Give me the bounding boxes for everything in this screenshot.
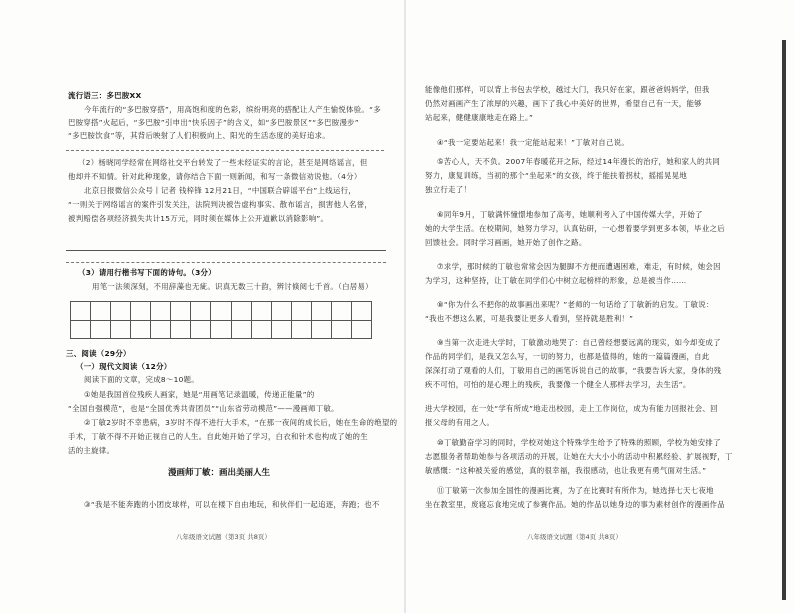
article-title: 漫画师丁敏：画出美丽人生 <box>168 468 271 478</box>
divider <box>66 150 384 151</box>
divider <box>66 262 386 263</box>
news-line: 被判赔偿各项经济损失共计15万元，同时须在媒体上公开道歉以消除影响”。 <box>68 214 329 223</box>
news-line: “一则关于网络谣言的案件引发关注，法院判决被告虚构事实、散布谣言，损害他人名誉， <box>68 200 373 209</box>
instruction-line: 阅读下面的文章，完成8～10题。 <box>84 375 199 384</box>
article-line: ⑦求学，那时候的丁敏也常常会因为腿脚不方便而遭遇困难，难走，有时候，她会因 <box>437 262 721 271</box>
article-line: ⑤苦心人，天不负。2007年春暖花开之际，经过14年漫长的治疗，她和家人的共同 <box>437 157 721 166</box>
article-line: 能像他们那样，可以背上书包去学校，越过大门，我只好在家，跟爸爸妈妈学，但我 <box>425 85 710 94</box>
article-line: ②丁敏2岁时不幸患病，3岁时不得不进行大手术，“在那一夜间的成长后，她在生命的绝望的 <box>84 418 398 427</box>
article-line: 疾不可怕，可怕的是心理上的残疾，我要像一个健全人那样去学习，去生活”。 <box>425 380 691 389</box>
article-line: ①她是我国首位残疾人画家，她是“用画笔记录温暖，传递正能量”的 <box>84 390 315 399</box>
article-line: ⑧“你为什么不把你的故事画出来呢？”老师的一句话给了丁敏新的启发。丁敏说： <box>437 300 714 309</box>
paragraph-line: 巴胺穿搭”火起后，“多巴胺”引申出“快乐因子”的含义，如“多巴胺景区”“多巴胺漫步” <box>68 118 359 127</box>
question-line: （2）杨晓同学经常在网络社交平台转发了一些未经证实的言论，甚至是网络谣言，但 <box>78 158 368 167</box>
article-line: 深深打动了观看的人们，丁敏用自己的画笔诉说自己的故事，“我要告诉大家，身体的残 <box>425 366 722 375</box>
page-footer: 八年级语文试题（第3页 共8页） <box>176 533 271 541</box>
article-line: 回馈社会。同时学习画画，她开始了创作之路。 <box>425 238 587 247</box>
article-line: 报父母的有用之人。 <box>425 418 495 427</box>
poem-line: 用笔一法须深刻，不用辞藻也无疵。识真无数三十韵，辨讨倏阅七千首。（白居易） <box>92 282 373 291</box>
article-line: 独立行走了！ <box>425 185 472 194</box>
section-heading: （一）现代文阅读（12分） <box>76 362 172 371</box>
article-line: 她的大学生活。在校期间，她努力学习，认真钻研，一心想着要学到更多本领，毕业之后 <box>425 224 725 233</box>
page-footer: 八年级语文试题（第4页 共8页） <box>527 533 622 541</box>
article-line: ④“我一定要站起来！我一定能站起来！”丁敏对自己说。 <box>437 138 630 147</box>
article-line: 努力，康复训练，当初的那个“坐起来”的女孩，终于能扶着拐杖，摇摇晃晃地 <box>425 171 688 180</box>
article-line: 志愿服务者帮助她参与各项活动的开展，让她在大大小小的活动中积累经验、扩展视野，丁 <box>425 452 733 461</box>
section-heading: 流行语三：多巴胺XX <box>68 91 142 100</box>
article-line: “全国自强模范”，也是“全国优秀共青团员”“山东省劳动模范”——漫画师丁敏。 <box>68 404 339 413</box>
article-line: 手术，丁敏不得不开始正视自己的人生。自此她开始了学习，白衣和针术也构成了她的生 <box>68 432 368 441</box>
article-line: “我也不想这么累，可是我要让更多人看到，坚持就是胜利！” <box>425 314 634 323</box>
article-line: 仍然对画画产生了浓厚的兴趣，画下了我心中美好的世界，希望自己有一天，能够 <box>425 99 702 108</box>
article-line: 活的主旋律。 <box>68 446 115 455</box>
article-line: 敏感慨：“这种被关爱的感觉，真的很幸福，我很感动，也让我更有勇气面对生活。” <box>425 466 707 475</box>
article-line: ⑪丁敏第一次参加全国性的漫画比赛，为了在比赛时有所作为，她选择七天七夜地 <box>437 486 714 495</box>
page-4 <box>405 0 794 613</box>
writing-grid[interactable] <box>70 301 372 339</box>
question-line: 他却并不知情。针对此种现象，请你结合下面一则新闻，和写一条微信劝说他。（4分） <box>68 172 362 181</box>
news-line: 北京日报微信公众号丨记者 钱梓锋 12月21日，“中国联合辟谣平台”上线运行， <box>84 186 356 195</box>
paragraph-line: 今年流行的“多巴胺穿搭”，用高饱和度的色彩，缤纷明亮的搭配让人产生愉悦体验。“多 <box>84 105 381 114</box>
article-line: 进大学校园，在一处“学有所成”地走出校园，走上工作岗位，成为有能力回报社会、回 <box>425 404 718 413</box>
article-line: 坐在教室里，废寝忘食地完成了参赛作品。她的作品以她身边的事为素材创作的漫画作品 <box>425 500 725 509</box>
article-line: ⑩丁敏勤奋学习的同时，学校对她这个特殊学生给予了特殊的照顾，学校为她安排了 <box>437 438 721 447</box>
article-line: ③“我是不能奔跑的小团皮球样，可以在楼下自由地玩，和伙伴们一起追逐，奔跑；也不 <box>84 500 380 509</box>
question-line: （3）请用行楷书写下面的诗句。（3分） <box>78 268 216 277</box>
section-heading: 三、阅读（29分） <box>66 349 131 358</box>
article-line: ⑥同年9月，丁敏满怀憧憬地参加了高考，她顺利考入了中国传媒大学，开始了 <box>437 210 703 219</box>
article-line: ⑨当第一次走进大学时，丁敏激动地哭了：自己曾经想要远离的现实，如今却变成了 <box>437 338 721 347</box>
paragraph-line: “多巴胺饮食”等，其背后映射了人们积极向上、阳光的生活态度的美好追求。 <box>68 131 331 140</box>
article-line: 站起来，健健康康地走在路上。” <box>425 113 534 122</box>
article-line: 为学习，这种坚持，让丁敏在同学们心中树立起榜样的形象，总是被当作…… <box>425 276 687 285</box>
answer-line <box>66 250 386 251</box>
article-line: 作品的同学们，是我又怎么写，一切的努力，也都是值得的，她的一篇篇漫画，自此 <box>425 352 710 361</box>
scan-edge <box>782 40 786 600</box>
